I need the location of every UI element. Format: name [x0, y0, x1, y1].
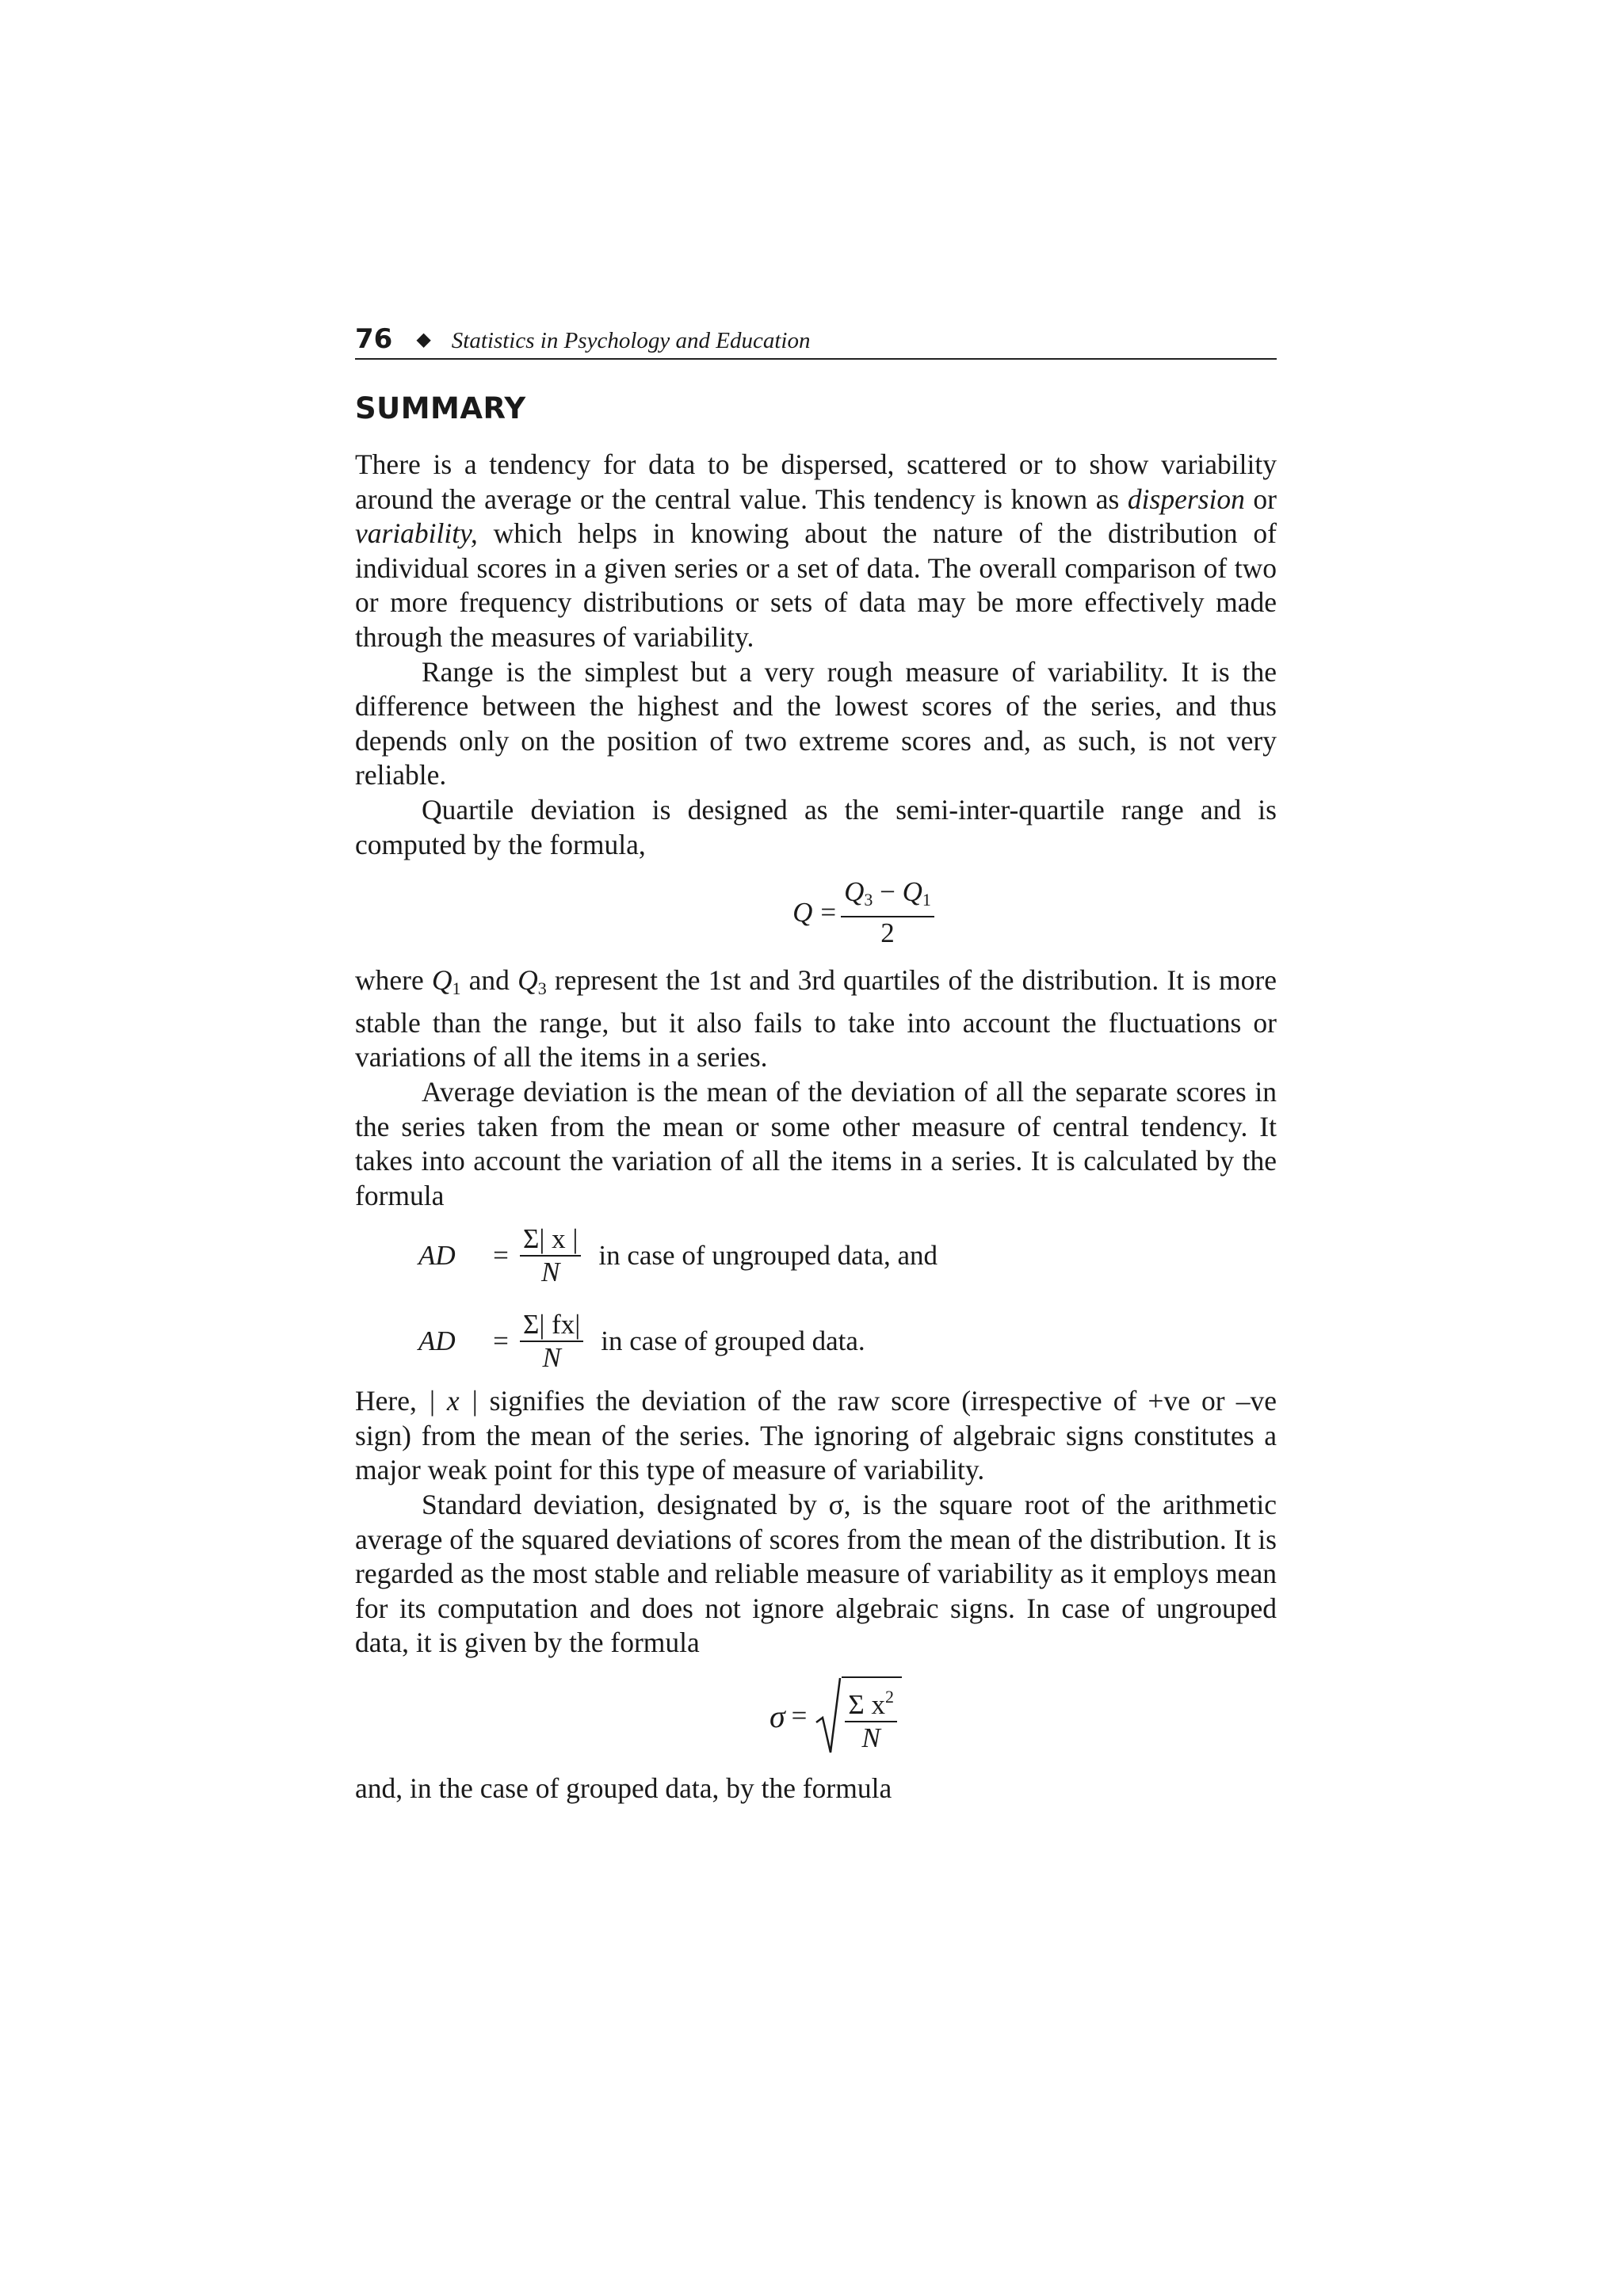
equation-ad-ungrouped: AD = $\frac{\Sigma| x |}{N}$ in case of ungrouped data, and — [418, 1223, 938, 1288]
paragraph-quartile: Quartile deviation is designed as the semi-inter-quartile range and is computed by the formula, — [355, 793, 1277, 860]
diamond-icon: ◆ — [416, 328, 431, 350]
square-root — [815, 1676, 902, 1756]
page-content — [355, 323, 1277, 1806]
fraction: $\frac{\Sigma x^2}{N}$ — [845, 1681, 897, 1754]
paragraph-dispersion: There is a tendency for data to be dispersed, scattered or to show variability around the average or the central value. This tendency is known as dispersion or variability, which helps in knowing about the nature of the distribution of individual scores in a given series or a set of data. The overall comparison of two or more frequency distributions or sets of data may be more effectively made through the measures of variability. — [355, 448, 1277, 653]
section-heading: SUMMARY — [355, 391, 526, 425]
fraction: $\frac{\Sigma| fx|}{N}$ — [520, 1309, 583, 1374]
equation-ad-grouped: AD = $\frac{\Sigma| fx|}{N}$ in case of grouped data. — [418, 1309, 865, 1374]
fraction: $\frac{\Sigma| x |}{N}$ — [520, 1223, 581, 1288]
paragraph-quartile-explanation: where $Q_1$ and $Q_3$ represent the 1st and 3rd quartiles of the distribution. It is more stable than the range, but it also fails to take into account the fluctuations or variations of all the items in a series. — [355, 964, 1277, 1074]
page-number: 76 — [355, 323, 393, 355]
equation-standard-deviation: σ = $\frac{\Sigma x^2}{N}$ — [395, 1661, 1277, 1772]
term-variability: variability, — [355, 517, 478, 550]
equation-quartile-deviation: Q = $\frac{Q_3 - Q_1}{2}$ — [450, 862, 1277, 963]
paragraph-standard-deviation: Standard deviation, designated by σ, is the square root of the arithmetic average of the squared deviations of scores from the mean of the distribution. It is regarded as the most stable and reliable measure of variability as it employs mean for its computation and does not ignore algebraic signs. In case of ungrouped data, it is given by the formula — [355, 1489, 1277, 1659]
term-dispersion: dispersion — [1127, 482, 1245, 515]
paragraph-ad-explanation: Here, | x | signifies the deviation of the raw score (irrespective of +ve or –ve sign) from the mean of the series. The ignoring of algebraic signs constitutes a major weak point for this type of measure of variability. — [355, 1385, 1277, 1486]
book-title: Statistics in Psychology and Education — [451, 328, 811, 353]
paragraph-average-deviation: Average deviation is the mean of the deviation of all the separate scores in the series taken from the mean or some other measure of central tendency. It takes into account the variation of all the items in a series. It is calculated by the formula — [355, 1075, 1277, 1211]
radical-sign-icon — [815, 1676, 842, 1756]
paragraph-range: Range is the simplest but a very rough measure of variability. It is the difference between the highest and the lowest scores of the series, and thus depends only on the position of two extreme scores and, as such, is not very reliable. — [355, 655, 1277, 791]
running-header — [355, 323, 1277, 360]
paragraph-grouped-formula: and, in the case of grouped data, by the formula — [355, 1772, 892, 1805]
fraction: $\frac{Q_3 - Q_1}{2}$ — [841, 876, 934, 949]
